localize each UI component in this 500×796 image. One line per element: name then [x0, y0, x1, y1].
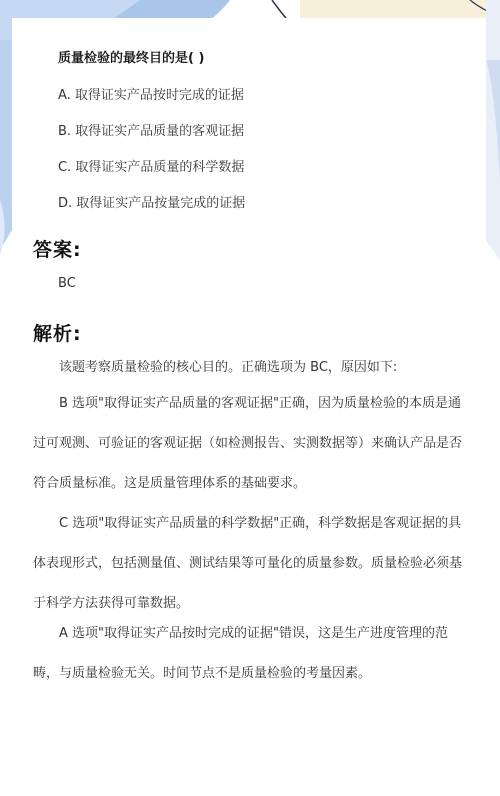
analysis-heading: 解析: [33, 323, 82, 345]
analysis-paragraph: B 选项"取得证实产品质量的客观证据"正确，因为质量检验的本质是通过可观测、可验证的客观证据（如检测报告、实测数据等）来确认产品是否符合质量标准。这是质量管理体系的基础要求。 [33, 396, 463, 491]
analysis-paragraph: A 选项"取得证实产品按时完成的证据"错误，这是生产进度管理的范畴，与质量检验无关。时间节点不是质量检验的考量因素。 [33, 626, 448, 681]
option-c[interactable]: C. 取得证实产品质量的科学数据 [58, 160, 245, 175]
option-d[interactable]: D. 取得证实产品按量完成的证据 [58, 196, 246, 211]
answer-value: BC [58, 276, 76, 291]
answer-heading: 答案: [33, 239, 82, 261]
question-text: 质量检验的最终目的是( ) [58, 51, 205, 66]
analysis-paragraph: 该题考察质量检验的核心目的。正确选项为 BC，原因如下: [59, 360, 398, 375]
option-a[interactable]: A. 取得证实产品按时完成的证据 [58, 88, 244, 103]
analysis-paragraph: C 选项"取得证实产品质量的科学数据"正确，科学数据是客观证据的具体表现形式，包括测量值、测试结果等可量化的质量参数。质量检验必须基于科学方法获得可靠数据。 [33, 516, 463, 611]
option-b[interactable]: B. 取得证实产品质量的客观证据 [58, 124, 245, 139]
